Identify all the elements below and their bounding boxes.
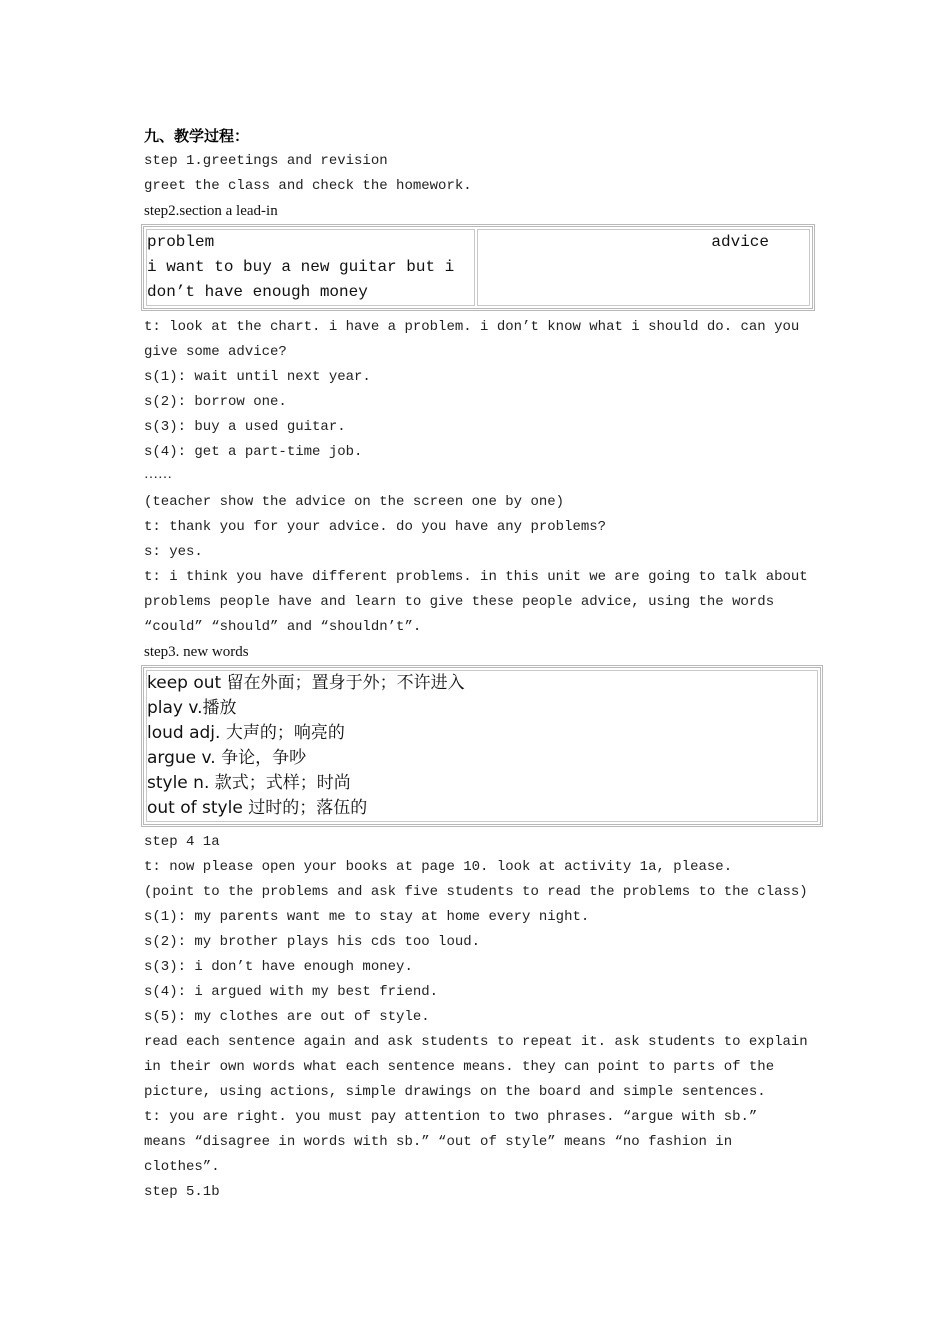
step4-line: t: now please open your books at page 10. look at activity 1a, please. [144, 859, 733, 875]
step4-line: clothes”. [144, 1159, 220, 1175]
step3-title: step3. new words [144, 644, 249, 660]
step2-line: t: i think you have different problems. in this unit we are going to talk about [144, 569, 808, 585]
problem-line: i want to buy a new guitar but i [147, 258, 455, 276]
step2-line: s: yes. [144, 544, 203, 560]
step4-line: s(2): my brother plays his cds too loud. [144, 934, 481, 950]
step2-line: (teacher show the advice on the screen one by one) [144, 494, 565, 510]
step2-line: s(4): get a part-time job. [144, 444, 363, 460]
step4-line: means “disagree in words with sb.” “out of style” means “no fashion in [144, 1134, 733, 1150]
step2-line: “could” “should” and “shouldn’t”. [144, 619, 422, 635]
word-entry: keep out 留在外面；置身于外；不许进入 [147, 673, 465, 693]
word-entry: argue v. 争论，争吵 [147, 748, 307, 768]
step2-line: s(3): buy a used guitar. [144, 419, 346, 435]
step4-line: s(1): my parents want me to stay at home every night. [144, 909, 590, 925]
word-entry: play v.播放 [147, 698, 237, 718]
step1-line: greet the class and check the homework. [144, 178, 472, 194]
step4-line: in their own words what each sentence means. they can point to parts of the [144, 1059, 775, 1075]
problem-line: don’t have enough money [147, 283, 368, 301]
advice-header: advice [711, 233, 769, 251]
word-entry: loud adj. 大声的；响亮的 [147, 723, 345, 743]
step4-line: s(3): i don’t have enough money. [144, 959, 413, 975]
step4-line: step 4 1a [144, 834, 220, 850]
new-words-cell [146, 670, 818, 822]
step2-line: s(2): borrow one. [144, 394, 287, 410]
step4-line: s(5): my clothes are out of style. [144, 1009, 430, 1025]
step4-line: picture, using actions, simple drawings on the board and simple sentences. [144, 1084, 766, 1100]
new-words-table [141, 665, 823, 827]
step4-line: t: you are right. you must pay attention to two phrases. “argue with sb.” [144, 1109, 758, 1125]
problem-header: problem [147, 233, 215, 251]
step4-line: s(4): i argued with my best friend. [144, 984, 439, 1000]
step1-title: step 1.greetings and revision [144, 153, 388, 169]
step2-title: step2.section a lead-in [144, 203, 278, 219]
step2-line: give some advice? [144, 344, 287, 360]
word-entry: style n. 款式；式样；时尚 [147, 773, 351, 793]
advice-cell [477, 229, 810, 306]
step5-title: step 5.1b [144, 1184, 220, 1200]
section-heading: 九、教学过程： [144, 127, 250, 145]
problem-advice-table [141, 224, 815, 311]
problem-cell [146, 229, 475, 306]
word-entry: out of style 过时的；落伍的 [147, 798, 368, 818]
step2-line: t: thank you for your advice. do you have any problems? [144, 519, 607, 535]
ellipsis: …… [144, 467, 172, 482]
step2-line: s(1): wait until next year. [144, 369, 371, 385]
step2-line: t: look at the chart. i have a problem. i don’t know what i should do. can you [144, 319, 800, 335]
step2-line: problems people have and learn to give these people advice, using the words [144, 594, 775, 610]
document-content [144, 124, 814, 1205]
step4-line: read each sentence again and ask students to repeat it. ask students to explain [144, 1034, 808, 1050]
step4-line: (point to the problems and ask five students to read the problems to the class) [144, 884, 808, 900]
